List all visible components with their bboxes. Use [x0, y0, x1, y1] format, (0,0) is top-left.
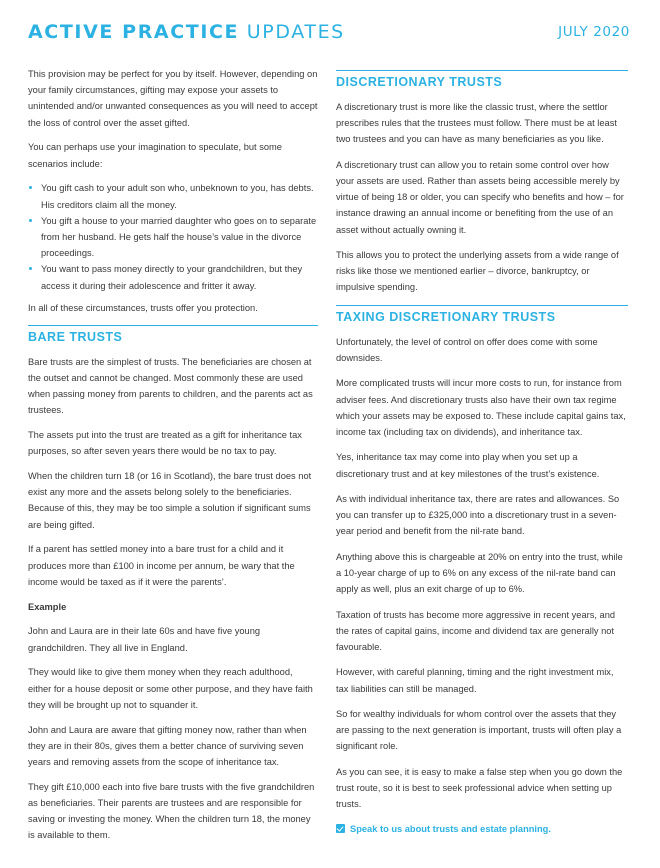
issue-date: JULY 2020 [558, 24, 630, 40]
section-heading-taxing-discretionary-trusts: TAXING DISCRETIONARY TRUSTS [336, 305, 628, 325]
section-heading-discretionary-trusts: DISCRETIONARY TRUSTS [336, 70, 628, 90]
example-paragraph: John and Laura are in their late 60s and have five young grandchildren. They all live in England. [28, 626, 261, 653]
taxing-paragraph: However, with careful planning, timing and the right investment mix, tax liabilities can still be managed. [336, 667, 614, 694]
example-paragraph: They would like to give them money when they reach adulthood, either for a house deposit or some other purpose, and they have faith they will be brought up not to squander it. [28, 667, 313, 710]
publication-title [28, 21, 345, 43]
scenario-list [28, 180, 318, 293]
intro-paragraph: This provision may be perfect for you by itself. However, depending on your family circumstances, gifting may expose your assets to unintended and/or unwanted consequences as you will need to accept the loss of control over the asset gifted. [28, 69, 318, 128]
masthead [28, 18, 630, 46]
bare-paragraph: If a parent has settled money into a bare trust for a child and it produces more than £100 in income per annum, be wary that the income would be taxed as if it were the parents’. [28, 544, 295, 587]
example-paragraph: They gift £10,000 each into five bare trusts with the five grandchildren as beneficiaries. Their parents are trustees and are responsible for saving or investing the money. When the children turn 18, the money is available to them. [28, 781, 315, 841]
taxing-paragraph: Unfortunately, the level of control on offer does come with some downsides. [336, 336, 598, 363]
scenario-item: You gift cash to your adult son who, unbeknown to you, has debts. His creditors claim all the money. [28, 180, 318, 212]
discretionary-paragraph: This allows you to protect the underlying assets from a wide range of risks like those we mentioned earlier – divorce, bankruptcy, or impulsive spending. [336, 250, 619, 293]
example-paragraph: John and Laura are aware that gifting money now, rather than when they are in their 80s, gives them a better chance of surviving seven years and removing assets from the scope of inheritance tax. [28, 724, 307, 768]
taxing-paragraph: As you can see, it is easy to make a false step when you go down the trust route, so it is best to seek professional advice when setting up trusts. [336, 766, 623, 810]
taxing-paragraph: As with individual inheritance tax, there are rates and allowances. So you can transfer up to £325,000 into a discretionary trust in a seven-year period and benefit from the nil-rate band. [336, 493, 620, 537]
bare-paragraph: The assets put into the trust are treated as a gift for inheritance tax purposes, so after seven years there would be no tax to pay. [28, 430, 302, 457]
discretionary-paragraph: A discretionary trust is more like the classic trust, where the settlor prescribes rules that the trustees must follow. There must be at least two trustees and you can have as many beneficiaries as you like. [336, 102, 617, 145]
taxing-paragraph: More complicated trusts will incur more costs to run, for instance from adviser fees. And discretionary trusts also have their own tax regime which your assets may be exposed to. These include capital gains tax, income tax (including tax on dividends), and inheritance tax. [336, 378, 626, 437]
example-label: Example [28, 601, 67, 612]
section-heading-bare-trusts: BARE TRUSTS [28, 325, 318, 345]
bare-paragraph: When the children turn 18 (or 16 in Scotland), the bare trust does not exist any more and the assets belong solely to the beneficiaries. Because of this, they may be too simple a solution if significant sums are being gifted. [28, 471, 312, 530]
scenario-item: You gift a house to your married daughter who goes on to separate from her husband. He gets half the house’s value in the divorce proceedings. [28, 213, 318, 262]
circumstances-paragraph: In all of these circumstances, trusts offer you protection. [28, 302, 258, 313]
discretionary-paragraph: A discretionary trust can allow you to retain some control over how your assets are used. Rather than assets being accessible merely by virtue of being 18 or older, you can specify who benefits and how – for instance drawing an annual income or benefiting from the use of an asset without actually owning it. [336, 159, 624, 235]
taxing-paragraph: So for wealthy individuals for whom control over the assets that they are passing to the next generation is important, trusts will often play a significant role. [336, 708, 622, 752]
scenario-item: You want to pass money directly to your grandchildren, but they access it during their adolescence and fritter it away. [28, 261, 318, 293]
taxing-paragraph: Anything above this is chargeable at 20% on entry into the trust, while a 10-year charge of up to 6% on any excess of the nil-rate band can apply as well, plus an exit charge of up to 6%. [336, 551, 623, 595]
taxing-paragraph: Yes, inheritance tax may come into play when you set up a discretionary trust and at key milestones of the trust’s existence. [336, 452, 600, 479]
call-to-action-text: Speak to us about trusts and estate planning. [350, 823, 551, 834]
right-column [336, 68, 628, 836]
scenarios-intro: You can perhaps use your imagination to speculate, but some scenarios include: [28, 142, 282, 169]
left-column [28, 66, 318, 852]
call-to-action[interactable] [336, 822, 628, 836]
bare-paragraph: Bare trusts are the simplest of trusts. The beneficiaries are chosen at the outset and cannot be changed. Most commonly these are used when passing money from parents to children, and the parents act as trustees. [28, 356, 313, 416]
publication-title-bold: ACTIVE PRACTICE [28, 21, 240, 43]
taxing-paragraph: Taxation of trusts has become more aggressive in recent years, and the rates of capital gains, income and dividend tax are generally not favourable. [336, 609, 616, 652]
publication-title-light: UPDATES [246, 21, 345, 43]
checkmark-box-icon [336, 824, 345, 833]
